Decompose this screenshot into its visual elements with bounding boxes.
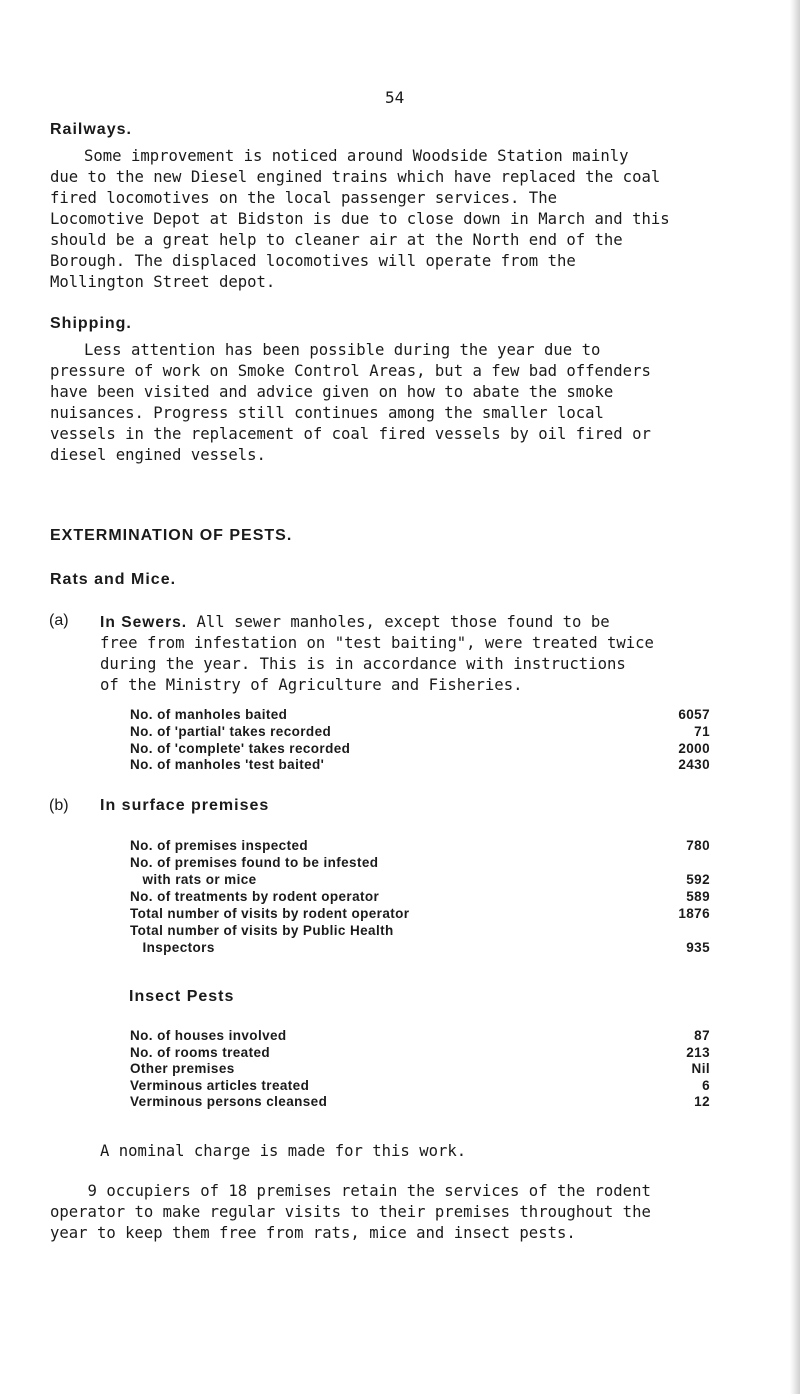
- row-label: Total number of visits by rodent operator: [130, 906, 410, 921]
- row-label: No. of 'complete' takes recorded: [130, 740, 351, 756]
- page-number: 54: [385, 88, 405, 107]
- row-value: 780: [686, 838, 710, 853]
- railways-line: Borough. The displaced locomotives will operate from the: [50, 252, 576, 270]
- row-value: 6057: [678, 707, 710, 722]
- table-row: [130, 906, 710, 923]
- row-label: No. of premises inspected: [130, 838, 309, 853]
- page-edge-shadow: [790, 0, 800, 1394]
- row-label: No. of houses involved: [130, 1028, 287, 1043]
- shipping-line: nuisances. Progress still continues among the smaller local: [50, 404, 604, 422]
- shipping-line: have been visited and advice given on how to abate the smoke: [50, 383, 614, 401]
- table-row: [130, 872, 710, 889]
- surface-marker: (b): [49, 797, 69, 814]
- row-label: No. of premises found to be infested: [130, 855, 379, 870]
- extermination-heading: EXTERMINATION OF PESTS.: [50, 527, 293, 544]
- table-row: [130, 855, 710, 872]
- railways-paragraph: [50, 146, 670, 293]
- insect-table: [130, 1028, 710, 1111]
- row-value: 213: [686, 1044, 710, 1060]
- sewers-heading: In Sewers.: [100, 614, 188, 631]
- shipping-line: diesel engined vessels.: [50, 446, 266, 464]
- table-row: [130, 940, 710, 957]
- row-label: Total number of visits by Public Health: [130, 923, 394, 938]
- shipping-line: pressure of work on Smoke Control Areas, but a few bad offenders: [50, 362, 651, 380]
- row-label: No. of manholes 'test baited': [130, 757, 325, 773]
- shipping-line: vessels in the replacement of coal fired vessels by oil fired or: [50, 425, 651, 443]
- railways-line: Locomotive Depot at Bidston is due to close down in March and this: [50, 210, 670, 228]
- row-label: Inspectors: [130, 940, 215, 955]
- row-value: 589: [686, 889, 710, 904]
- railways-line: Mollington Street depot.: [50, 273, 276, 291]
- row-value: Nil: [691, 1061, 710, 1076]
- row-label: No. of manholes baited: [130, 707, 288, 722]
- table-row: [130, 757, 710, 774]
- row-value: 935: [686, 940, 710, 955]
- sewers-line: free from infestation on "test baiting", were treated twice: [100, 634, 654, 652]
- row-value: 2430: [678, 757, 710, 773]
- charge-note: [100, 1141, 466, 1162]
- railways-heading: Railways.: [50, 121, 132, 138]
- row-label: Verminous persons cleansed: [130, 1094, 328, 1109]
- insect-pests-heading: Insect Pests: [129, 988, 235, 1005]
- row-label: with rats or mice: [130, 872, 257, 887]
- row-label: No. of rooms treated: [130, 1044, 271, 1060]
- row-value: 12: [694, 1094, 710, 1109]
- shipping-paragraph: [50, 340, 651, 466]
- surface-table: [130, 838, 710, 957]
- shipping-heading: Shipping.: [50, 315, 132, 332]
- row-value: 1876: [678, 906, 710, 921]
- closing-line: operator to make regular visits to their premises throughout the: [50, 1203, 651, 1221]
- table-row: [130, 707, 710, 724]
- shipping-line: Less attention has been possible during the year due to: [84, 341, 601, 359]
- table-row: [130, 741, 710, 758]
- table-row: [130, 1078, 710, 1095]
- table-row: [130, 1028, 710, 1045]
- charge-note-line: A nominal charge is made for this work.: [100, 1142, 467, 1160]
- row-value: 87: [694, 1028, 710, 1043]
- row-value: 2000: [678, 740, 710, 756]
- row-value: 6: [702, 1077, 710, 1093]
- table-row: [130, 1094, 710, 1111]
- railways-line: should be a great help to cleaner air at the North end of the: [50, 231, 623, 249]
- row-value: 592: [686, 872, 710, 887]
- railways-line: due to the new Diesel engined trains which have replaced the coal: [50, 168, 661, 186]
- table-row: [130, 1061, 710, 1078]
- closing-line: year to keep them free from rats, mice and insect pests.: [50, 1224, 576, 1242]
- rats-mice-heading: Rats and Mice.: [50, 571, 177, 588]
- row-label: No. of 'partial' takes recorded: [130, 723, 332, 739]
- table-row: [130, 838, 710, 855]
- sewers-table: [130, 707, 710, 774]
- row-label: Verminous articles treated: [130, 1077, 310, 1093]
- railways-line: Some improvement is noticed around Woodside Station mainly: [84, 147, 629, 165]
- sewers-marker: (a): [49, 612, 69, 629]
- table-row: [130, 724, 710, 741]
- sewers-line: during the year. This is in accordance with instructions: [100, 655, 626, 673]
- sewers-first-line: All sewer manholes, except those found to be: [196, 613, 610, 631]
- row-value: 71: [694, 723, 710, 739]
- table-row: [130, 923, 710, 940]
- sewers-line: of the Ministry of Agriculture and Fisheries.: [100, 676, 523, 694]
- row-label: No. of treatments by rodent operator: [130, 889, 380, 904]
- surface-heading: In surface premises: [100, 797, 270, 814]
- closing-paragraph: [50, 1181, 651, 1244]
- table-row: [130, 1045, 710, 1062]
- table-row: [130, 889, 710, 906]
- row-label: Other premises: [130, 1061, 235, 1076]
- railways-line: fired locomotives on the local passenger services. The: [50, 189, 557, 207]
- closing-line: 9 occupiers of 18 premises retain the services of the rodent: [50, 1182, 651, 1200]
- sewers-paragraph: [100, 612, 654, 696]
